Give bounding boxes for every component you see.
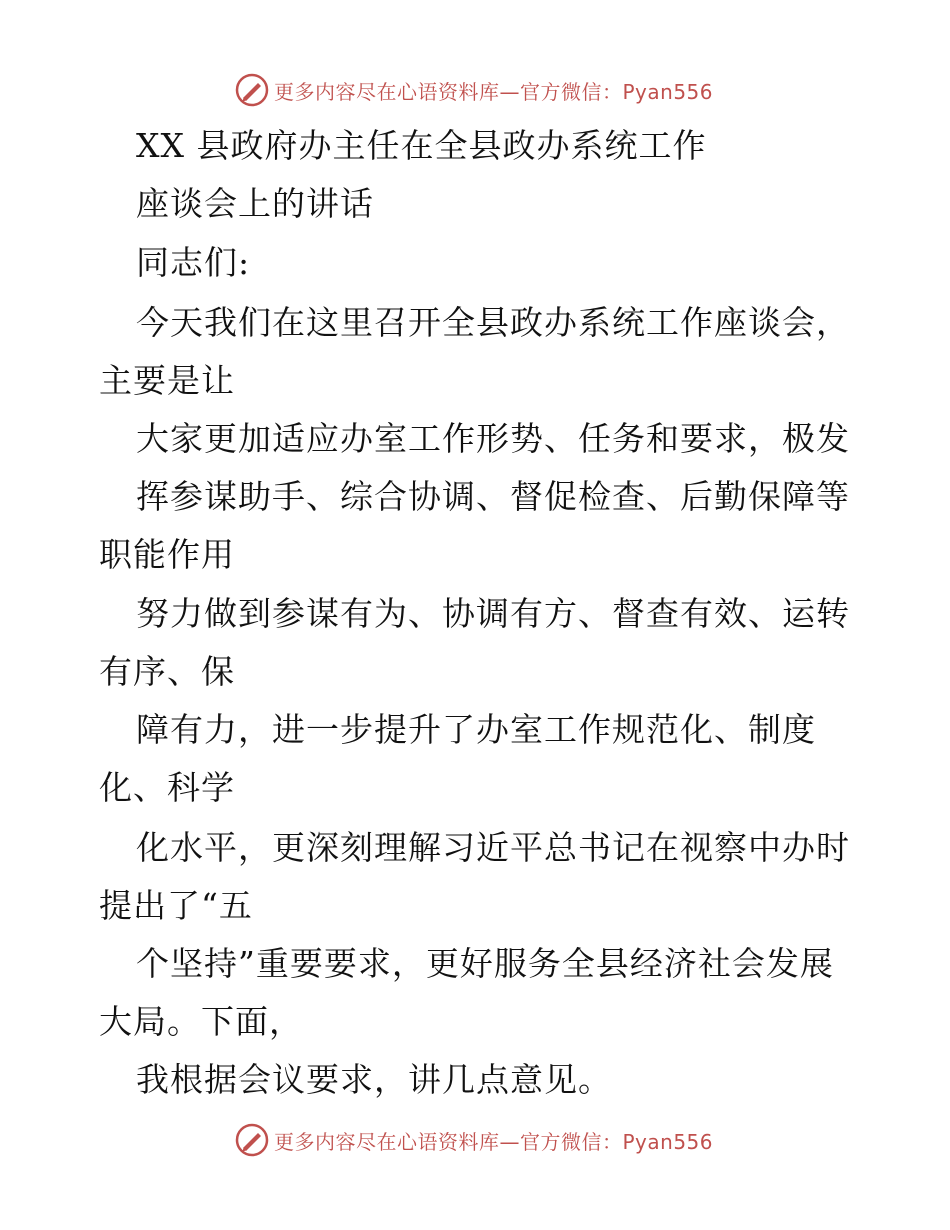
paragraph-line: 大家更加适应办室工作形势、任务和要求，极发	[136, 419, 850, 458]
paragraph-line: 化、科学	[99, 768, 235, 807]
footer-watermark	[234, 1120, 713, 1160]
header-watermark-text: 更多内容尽在心语资料库—官方微信：Pyan556	[274, 79, 714, 104]
doc-title-line-2: 座谈会上的讲话	[136, 184, 374, 223]
salutation: 同志们:	[136, 243, 251, 282]
paragraph-line: 障有力，进一步提升了办室工作规范化、制度	[136, 710, 816, 749]
pen-logo-icon	[234, 1122, 270, 1158]
paragraph-line: 职能作用	[99, 535, 235, 574]
paragraph-line: 大局。下面，	[99, 1002, 303, 1041]
paragraph-line: 今天我们在这里召开全县政办系统工作座谈会，	[136, 303, 850, 342]
header-watermark	[234, 70, 713, 110]
paragraph-line: 个坚持”重要要求，更好服务全县经济社会发展	[136, 944, 834, 983]
footer-watermark-text: 更多内容尽在心语资料库—官方微信：Pyan556	[274, 1129, 714, 1154]
paragraph-line: 努力做到参谋有为、协调有方、督查有效、运转	[136, 594, 850, 633]
paragraph-line: 主要是让	[99, 361, 235, 400]
paragraph-line: 提出了“五	[99, 886, 253, 925]
pen-logo-icon	[234, 72, 270, 108]
doc-title-line-1: XX 县政府办主任在全县政办系统工作	[136, 126, 707, 165]
paragraph-line: 有序、保	[99, 652, 235, 691]
paragraph-line: 化水平，更深刻理解习近平总书记在视察中办时	[136, 828, 850, 867]
paragraph-line: 挥参谋助手、综合协调、督促检查、后勤保障等	[136, 477, 850, 516]
paragraph-line: 我根据会议要求，讲几点意见。	[136, 1060, 612, 1099]
